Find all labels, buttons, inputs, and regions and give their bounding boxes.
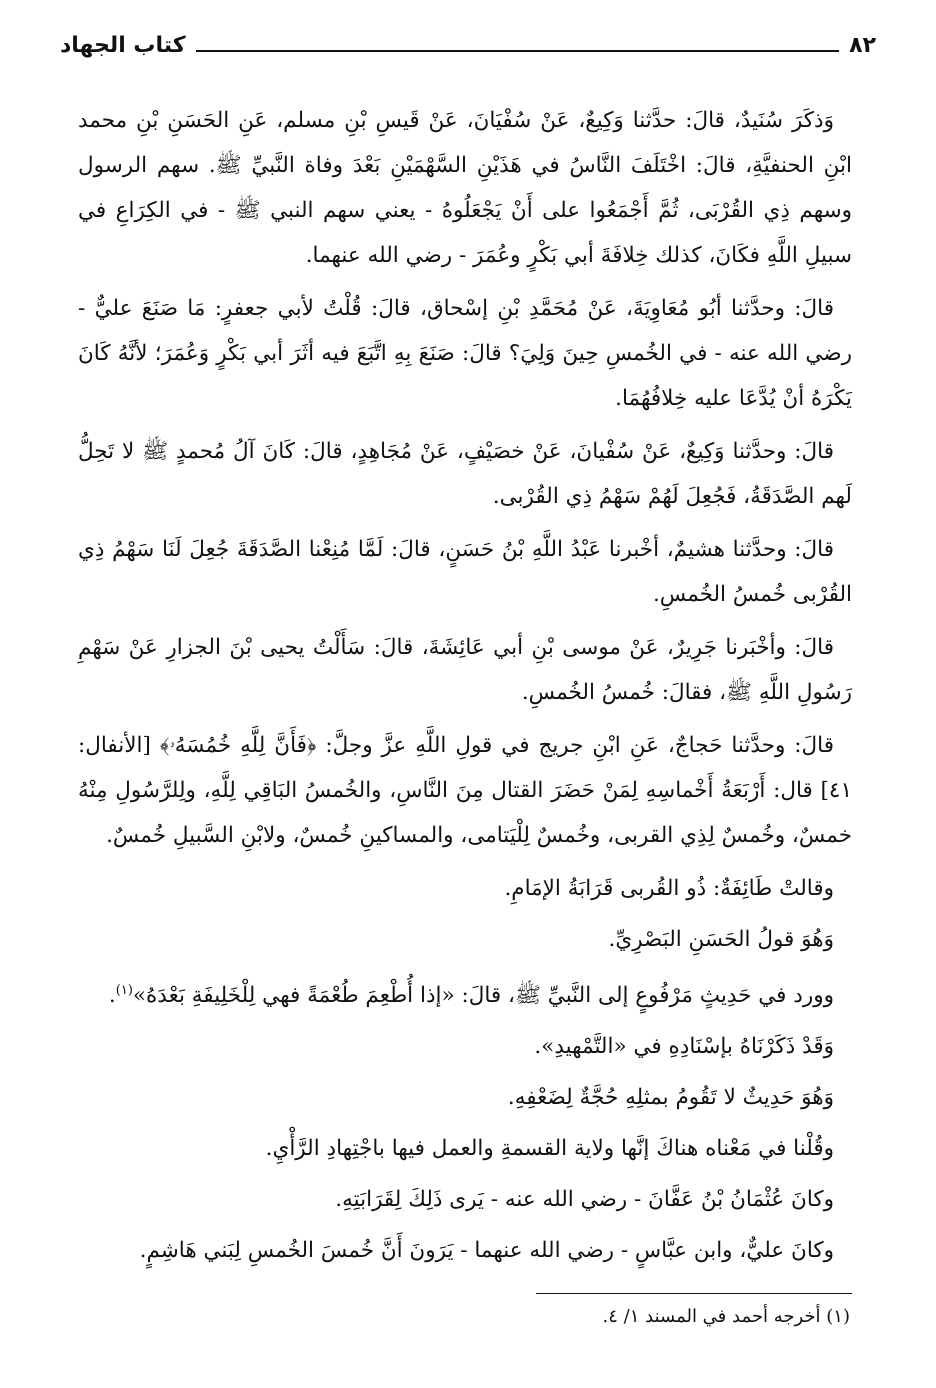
paragraph: وَهُوَ قولُ الحَسَنِ البَصْرِيِّ. [608,927,834,952]
paragraph: قالَ: وأخْبَرنا جَرِيرٌ، عَنْ موسى بْنِ أبي عَائِشَةَ، قالَ: سَأَلْتُ يحيى بْنَ الجزارِ عَنْ سَهْمِ رَسُولِ اللَّهِ ﷺ، فقالَ: خُمسُ الخُمسِ. [78,635,852,705]
paragraph: وورد في حَدِيثٍ مَرْفُوعٍ إلى النَّبيِّ ﷺ، قالَ: «إذا أُطْعِمَ طُعْمَةً فهي لِلْخَلِيفَةِ بَعْدَهُ»$^{(١)}$. [108,983,834,1009]
footnote-reference: (١) [115,983,133,998]
paragraph: قالَ: وحدَّثنا حَجاجٌ، عَنِ ابْنِ جريج في قولِ اللَّهِ عزَّ وجلَّ: ﴿فَأَنَّ لِلَّهِ خُمُسَهُۥ﴾ [الأنفال: ٤١] قال: أَرْبَعَةُ أَخْماسِهِ لِمَنْ حَضَرَ القتال مِنَ النَّاسِ، والخُمسُ البَاقِي لِلَّهِ، ولِلرَّسُولِ مِنْهُ خمسٌ، وخُمسٌ لِذِي القربى، وخُمسٌ لِلْيَتامى، والمساكينِ خُمسٌ، ولابْنِ السَّبيلِ خُمسٌ. [78,733,852,848]
paragraph: وقُلْنا في مَعْناه هناكَ إنَّها ولاية القسمةِ والعمل فيها باجْتِهادِ الرَّأْيِ. [265,1136,834,1162]
paragraph: وَقَدْ ذَكَرْنَاهُ بإسْنَادِهِ في «التَّمْهيدِ». [534,1034,834,1060]
paragraph: وَذكَرَ سُنَيدٌ، قالَ: حدَّثنا وَكِيعٌ، عَنْ سُفْيَانَ، عَنْ قَيسِ بْنِ مسلم، عَنِ الحَسَنِ بْنِ محمد ابْنِ الحنفيَّةِ، قالَ: اخْتَلَفَ النَّاسُ في هَذَيْنِ السَّهْمَيْنِ بَعْدَ وفاة النَّبيِّ ﷺ. سهم الرسول وسهم ذِي القُرْبَى، ثُمَّ أَجْمَعُوا على أَنْ يَجْعَلُوهُ - يعني سهم النبي ﷺ - في الكِرَاعِ في سبيلِ اللَّهِ فكَانَ، كذلك خِلافَةَ أبي بَكْرٍ وعُمَرَ - رضي الله عنهما. [78,108,852,268]
paragraph: وكانَ عُثْمَانُ بْنُ عَفَّانَ - رضي الله عنه - يَرى ذَلِكَ لِقَرَابَتِهِ. [335,1187,834,1213]
paragraph: قالَ: وحدَّثنا هشيمٌ، أخْبرنا عَبْدُ اللَّهِ بْنُ حَسَنٍ، قالَ: لَمَّا مُنِعْنا الصَّدَقَةَ جُعِلَ لَنَا سَهْمُ ذِي القُرْبى خُمسُ الخُمسِ. [78,537,852,607]
paragraph: وكانَ عليٌّ، وابن عبَّاسٍ - رضي الله عنهما - يَرَونَ أَنَّ خُمسَ الخُمسِ لِبَني هَاشِمٍ. [139,1238,834,1264]
page-number: ٨٢ [849,32,876,58]
page-header [60,28,876,62]
paragraph: قالَ: وحدَّثنا وَكِيعٌ، عَنْ سُفْيانَ، عَنْ خصَيْفٍ، عَنْ مُجَاهِدٍ، قالَ: كَانَ آلُ مُحمدٍ ﷺ لا تَحِلُّ لَهم الصَّدَقَةُ، فَجُعِلَ لَهُمْ سَهْمُ ذِي القُرْبى. [78,439,852,509]
main-text [78,98,852,1279]
paragraph: وقالتْ طَائِفَةٌ: ذُو القُربى قَرَابَةُ الإمَامِ. [504,876,834,901]
header-rule [196,50,840,52]
chapter-title: كتاب الجهاد [60,32,186,58]
footnote-divider [536,1293,852,1294]
paragraph-text: وورد في حَدِيثٍ مَرْفُوعٍ إلى النَّبيِّ ﷺ، قالَ: «إذا أُطْعِمَ طُعْمَةً فهي لِلْخَلِيفَةِ بَعْدَهُ» [132,983,834,1009]
footnote: (١) أخرجه أحمد في المسند ١/ ٤. [602,1306,850,1327]
paragraph: قالَ: وحدَّثنا أبُو مُعَاوِيَةَ، عَنْ مُحَمَّدِ بْنِ إسْحاق، قالَ: قُلْتُ لأبي جعفرٍ: مَا صَنَعَ عليٌّ - رضي الله عنه - في الخُمسِ حِينَ وَلِيَ؟ قالَ: صَنَعَ بِهِ اتَّبَعَ فيه أثَرَ أبي بَكْرٍ وَعُمَرَ؛ لأنَّهُ كَانَ يَكْرَهُ أنْ يُدَّعَا عليه خِلافُهُمَا. [78,296,852,411]
paragraph: وَهُوَ حَدِيثٌ لا تَقُومُ بمثلِهِ حُجَّةٌ لِضَعْفِهِ. [507,1085,834,1111]
